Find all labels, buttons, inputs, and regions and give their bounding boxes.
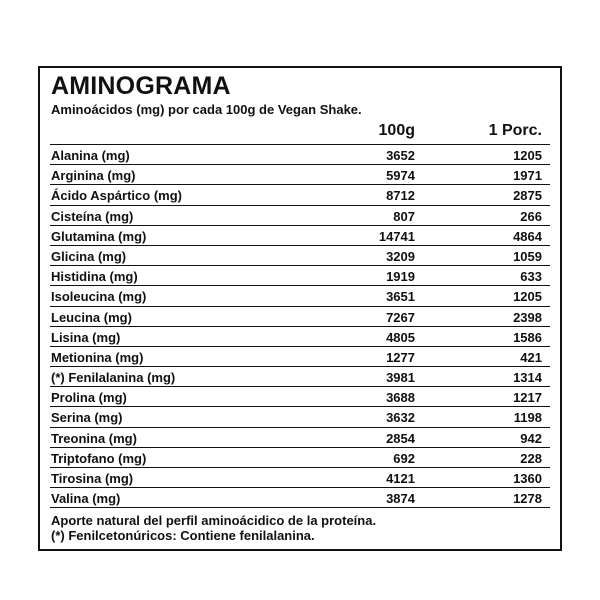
value-serving: 1217 — [513, 390, 542, 406]
table-row — [50, 165, 550, 185]
value-serving: 1360 — [513, 471, 542, 486]
amino-name: Glutamina (mg) — [51, 228, 147, 244]
amino-table — [50, 145, 550, 508]
amino-name: Histidina (mg) — [51, 269, 138, 285]
table-row — [50, 327, 550, 347]
value-serving: 1971 — [513, 168, 542, 184]
value-serving: 1586 — [513, 329, 542, 345]
aminogram-panel — [38, 66, 562, 551]
value-serving: 1059 — [513, 248, 542, 264]
footnote-phenylketonuria: (*) Fenilcetonúricos: Contiene fenilalanina. — [51, 528, 315, 543]
table-row — [50, 488, 550, 508]
table-row — [50, 468, 550, 488]
value-serving: 228 — [520, 450, 542, 466]
value-100g: 3651 — [386, 289, 415, 305]
value-100g: 4121 — [386, 471, 415, 486]
table-row — [50, 286, 550, 306]
table-row — [50, 145, 550, 165]
value-serving: 421 — [520, 349, 542, 365]
table-row — [50, 185, 550, 205]
amino-name: Ácido Aspártico (mg) — [51, 188, 182, 204]
value-serving: 1205 — [513, 289, 542, 305]
value-serving: 633 — [520, 269, 542, 285]
amino-name: Glicina (mg) — [51, 248, 127, 264]
table-row — [50, 367, 550, 387]
subtitle: Aminoácidos (mg) por cada 100g de Vegan Shake. — [51, 102, 362, 117]
table-row — [50, 246, 550, 266]
amino-name: Serina (mg) — [51, 410, 123, 426]
table-row — [50, 387, 550, 407]
value-100g: 3652 — [386, 148, 415, 163]
footnotes — [51, 513, 376, 543]
table-row — [50, 428, 550, 448]
value-100g: 3981 — [386, 370, 415, 386]
value-100g: 3632 — [386, 410, 415, 426]
table-row — [50, 407, 550, 427]
value-100g: 7267 — [386, 309, 415, 325]
amino-name: Valina (mg) — [51, 491, 121, 507]
value-100g: 14741 — [378, 228, 415, 244]
amino-name: Metionina (mg) — [51, 349, 144, 365]
amino-name: Prolina (mg) — [51, 390, 127, 406]
value-100g: 3209 — [386, 248, 415, 264]
value-100g: 4805 — [386, 329, 415, 345]
amino-name: Arginina (mg) — [51, 168, 136, 184]
amino-name: Triptofano (mg) — [51, 450, 147, 466]
amino-name: Treonina (mg) — [51, 430, 137, 446]
value-serving: 1205 — [513, 148, 542, 163]
column-header-100g: 100g — [378, 122, 415, 139]
amino-name: (*) Fenilalanina (mg) — [51, 370, 176, 386]
amino-name: Alanina (mg) — [51, 148, 130, 163]
page-title: AMINOGRAMA — [51, 72, 231, 100]
value-100g: 5974 — [386, 168, 415, 184]
value-serving: 1278 — [513, 491, 542, 507]
value-serving: 1314 — [513, 370, 542, 386]
value-serving: 4864 — [513, 228, 542, 244]
table-row — [50, 226, 550, 246]
value-serving: 266 — [520, 208, 542, 224]
value-serving: 2875 — [513, 188, 542, 204]
value-100g: 807 — [393, 208, 415, 224]
value-100g: 8712 — [386, 188, 415, 204]
column-header-serving: 1 Porc. — [488, 122, 542, 139]
value-100g: 1919 — [386, 269, 415, 285]
value-serving: 1198 — [513, 410, 542, 426]
amino-name: Leucina (mg) — [51, 309, 132, 325]
table-row — [50, 266, 550, 286]
value-serving: 2398 — [513, 309, 542, 325]
table-row — [50, 206, 550, 226]
amino-name: Cisteína (mg) — [51, 208, 134, 224]
amino-name: Isoleucina (mg) — [51, 289, 147, 305]
value-100g: 1277 — [386, 349, 415, 365]
value-100g: 692 — [393, 450, 415, 466]
table-row — [50, 307, 550, 327]
amino-name: Lisina (mg) — [51, 329, 121, 345]
table-row — [50, 347, 550, 367]
value-100g: 3688 — [386, 390, 415, 406]
value-serving: 942 — [520, 430, 542, 446]
footnote-natural: Aporte natural del perfil aminoácidico de la proteína. — [51, 513, 377, 528]
table-row — [50, 448, 550, 468]
value-100g: 3874 — [386, 491, 415, 507]
value-100g: 2854 — [386, 430, 415, 446]
amino-name: Tirosina (mg) — [51, 471, 134, 486]
